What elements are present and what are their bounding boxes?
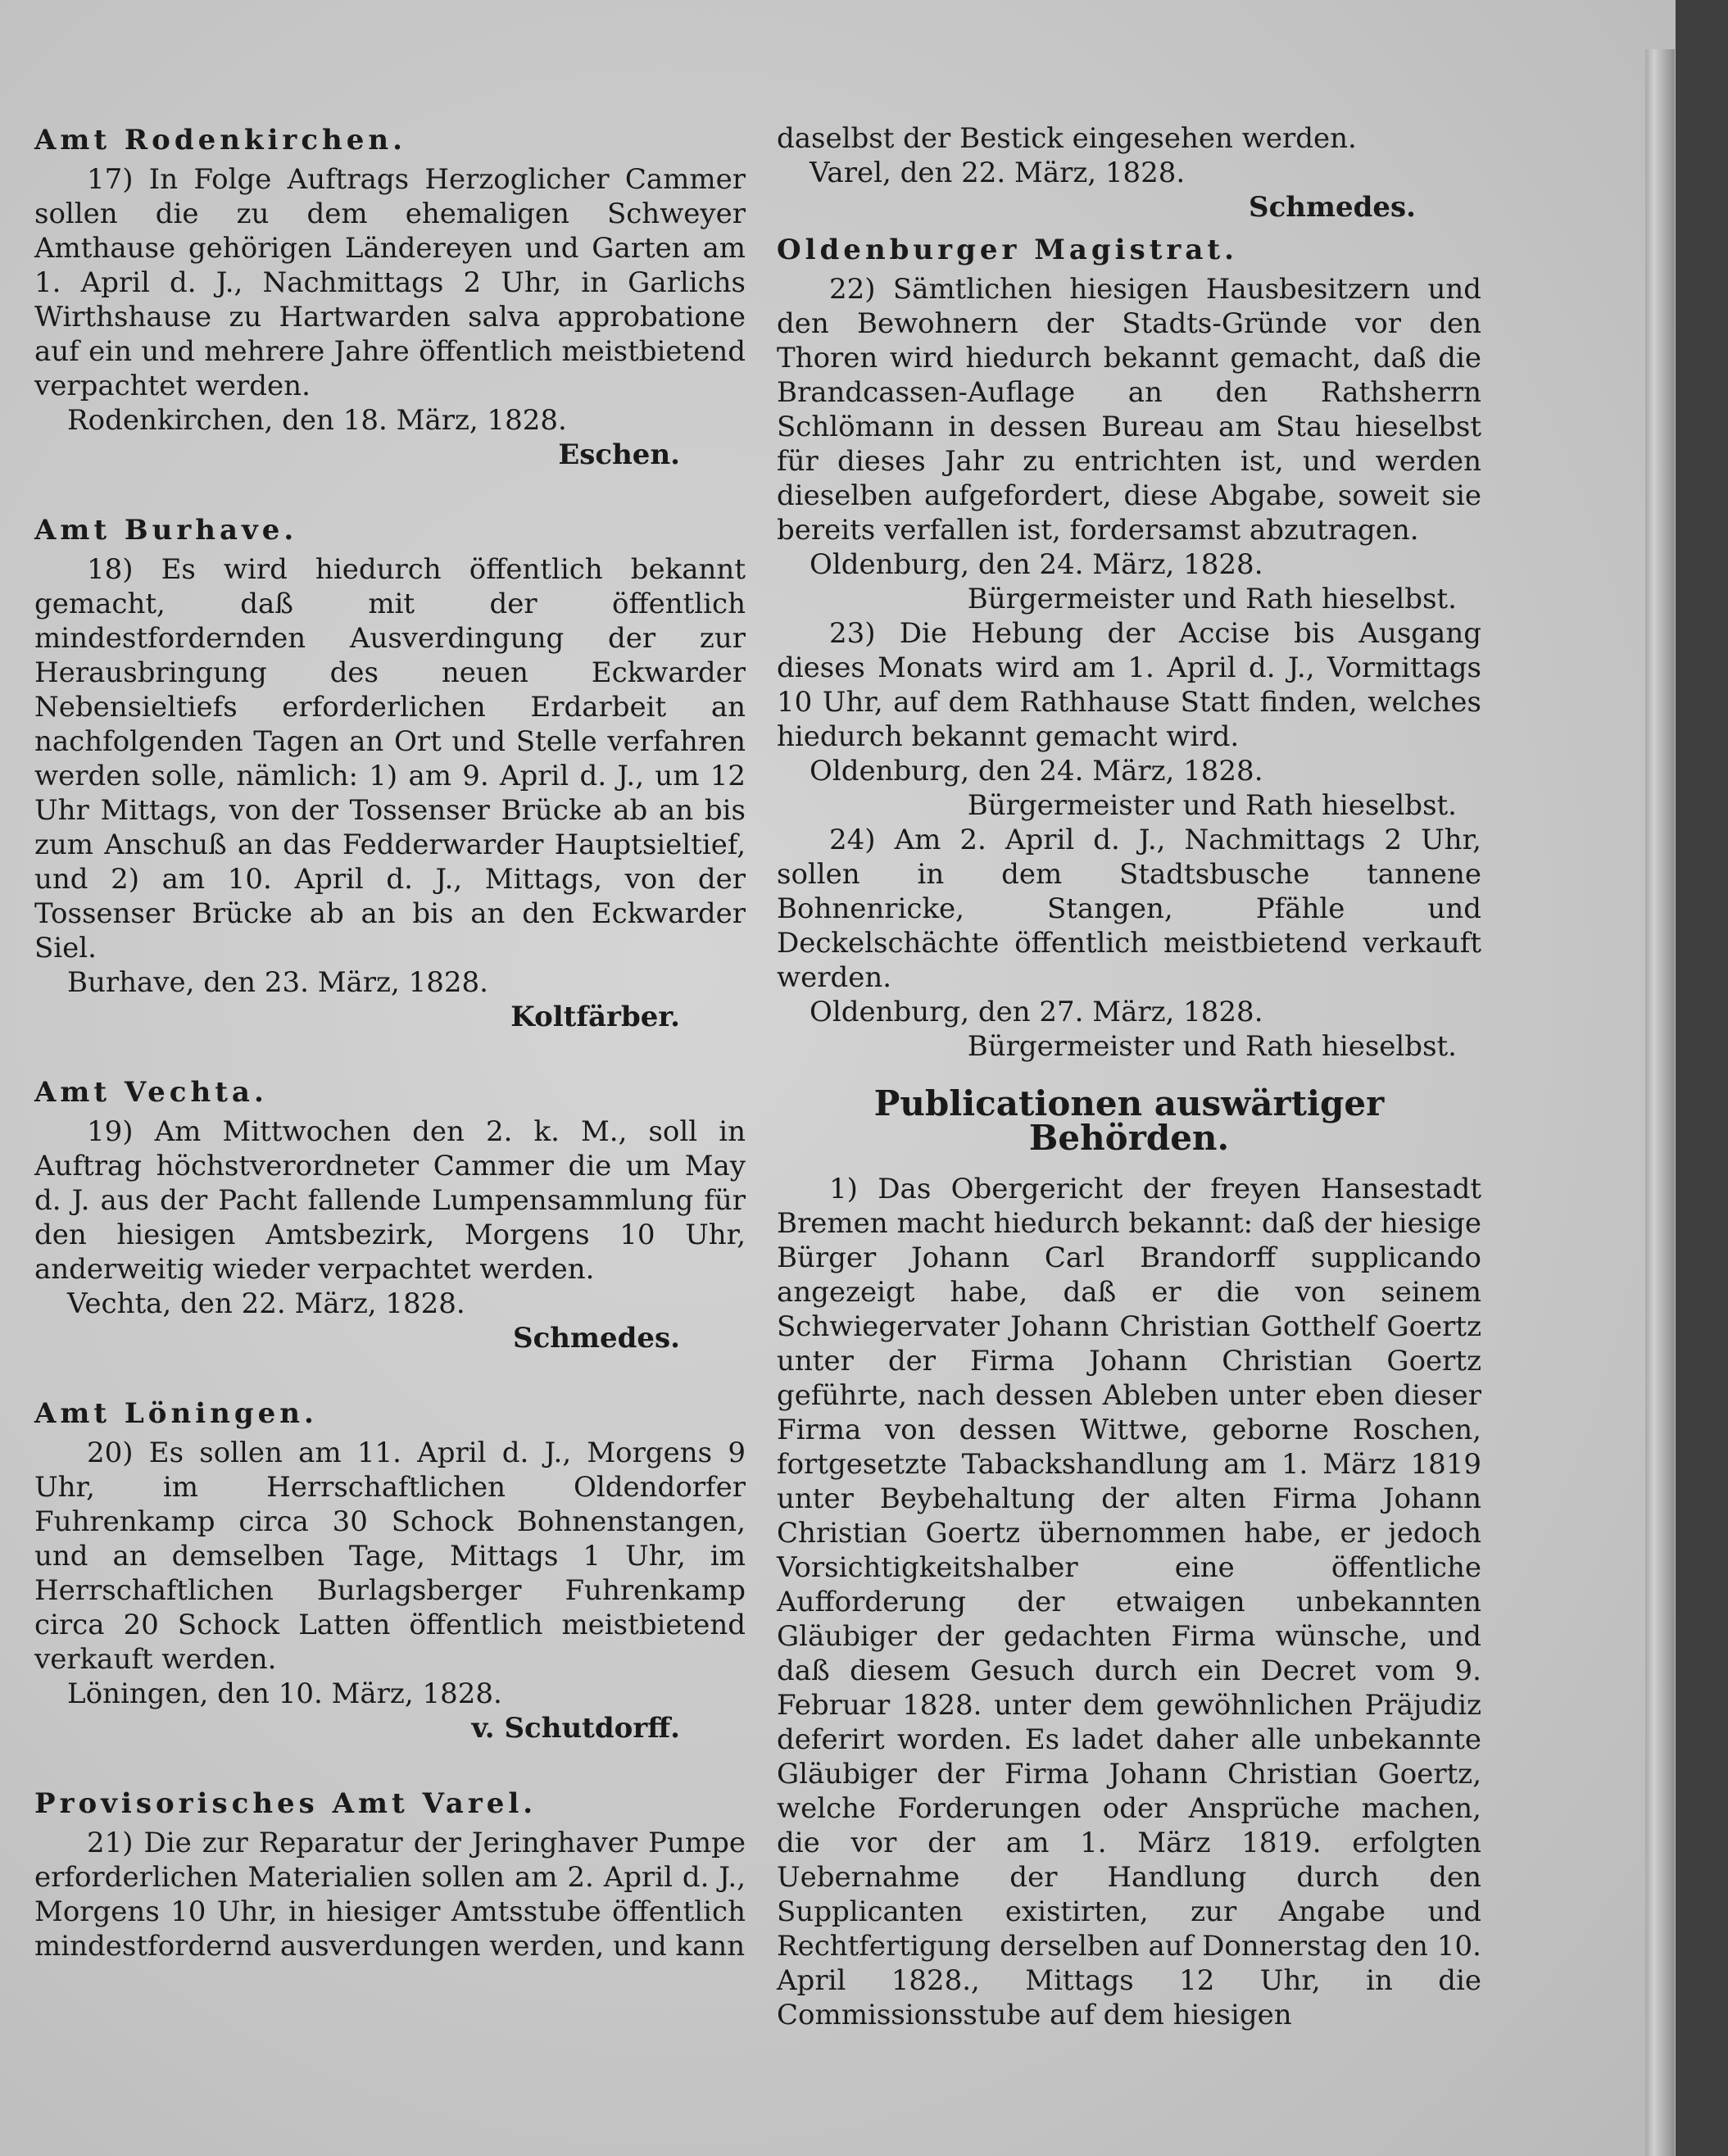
notice-17: 17) In Folge Auftrags Herzoglicher Cammer sollen die zu dem ehemaligen Schweyer Amthause gehörigen Ländereyen und Garten am 1. April d. J., Nachmittags 2 Uhr, in Garlichs Wirthshause zu Hartwarden salva approbatione auf ein und mehrere Jahre öffentlich meistbietend verpachtet werden. bbox=[34, 163, 746, 402]
dateline-vechta: Vechta, den 22. März, 1828. bbox=[67, 1287, 465, 1320]
dateline-varel: Varel, den 22. März, 1828. bbox=[810, 157, 1186, 189]
notice-22: 22) Sämtlichen hiesigen Hausbesitzern und den Bewohnern der Stadts-Gründe vor den Thoren wird hiedurch bekannt gemacht, daß die Brandcassen-Auflage an den Rathsherrn Schlömann in dessen Bureau am Stau hieselbst für dieses Jahr zu entrichten ist, und werden dieselben aufgefordert, diese Abgabe, soweit sie bereits verfallen ist, fordersamst abzutragen. bbox=[777, 273, 1481, 547]
notice-18: 18) Es wird hiedurch öffentlich bekannt gemacht, daß mit der öffentlich mindestfordernden Ausverdingung der zur Herausbringung des neuen Eckwarder Nebensieltiefs erforderlichen Erdarbeit an nachfolgenden Tagen an Ort und Stelle verfahren werden solle, nämlich: 1) am 9. April d. J., um 12 Uhr Mittags, von der Tossenser Brücke ab an bis zum Anschuß an das Fedderwarder Hauptsieltief, und 2) am 10. April d. J., Mittags, von der Tossenser Brücke ab an bis an den Eckwarder Siel. bbox=[34, 553, 746, 965]
signature-schmedes: Schmedes. bbox=[513, 1322, 680, 1355]
dateline-oldenburg-24b: Oldenburg, den 24. März, 1828. bbox=[810, 755, 1263, 788]
right-column bbox=[777, 121, 1481, 2032]
signature-eschen: Eschen. bbox=[558, 438, 680, 471]
page-edge-shadow bbox=[1645, 49, 1675, 2156]
left-column bbox=[34, 115, 746, 1963]
notice-23: 23) Die Hebung der Accise bis Ausgang dieses Monats wird am 1. April d. J., Vormittags 10 Uhr, auf dem Rathhause Statt finden, welches hiedurch bekannt gemacht wird. bbox=[777, 617, 1481, 753]
dateline-burhave: Burhave, den 23. März, 1828. bbox=[67, 966, 488, 999]
section-heading-rodenkirchen: Amt Rodenkirchen. bbox=[34, 124, 406, 157]
notice-20: 20) Es sollen am 11. April d. J., Morgens 9 Uhr, im Herrschaftlichen Oldendorfer Fuhrenkamp circa 30 Schock Bohnenstangen, und an demselben Tage, Mittags 1 Uhr, im Herrschaftlichen Burlagsberger Fuhrenkamp circa 20 Schock Latten öffentlich meistbietend verkauft werden. bbox=[34, 1437, 746, 1676]
signature-koltfaerber: Koltfärber. bbox=[510, 1001, 680, 1033]
publication-1: 1) Das Obergericht der freyen Hansestadt Bremen macht hiedurch bekannt: daß der hiesige Bürger Johann Carl Brandorff supplicando angezeigt habe, daß er die von seinem Schwiegervater Johann Christian Gotthelf Goertz unter der Firma Johann Christian Goertz geführte, nach dessen Ableben unter eben dieser Firma von dessen Wittwe, geborne Roschen, fortgesetzte Tabackshandlung am 1. März 1819 unter Beybehaltung der alten Firma Johann Christian Goertz übernommen habe, er jedoch Vorsichtigkeitshalber eine öffentliche Aufforderung der etwaigen unbekannten Gläubiger der gedachten Firma wünsche, und daß diesem Gesuch durch ein Decret vom 9. Februar 1828. unter dem gewöhnlichen Präjudiz deferirt worden. Es ladet daher alle unbekannte Gläubiger der Firma Johann Christian Goertz, welche Forderungen oder Ansprüche machen, die vor der am 1. März 1819. erfolgten Uebernahme der Handlung durch den Supplicanten existirten, zur Angabe und Rechtfertigung derselben auf Donnerstag den 10. April 1828., Mittags 12 Uhr, in die Commissionsstube auf dem hiesigen bbox=[777, 1173, 1481, 2031]
section-heading-loeningen: Amt Löningen. bbox=[34, 1397, 318, 1430]
notice-24: 24) Am 2. April d. J., Nachmittags 2 Uhr, sollen in dem Stadtsbusche tannene Bohnenricke, Stangen, Pfähle und Deckelschächte öffentlich meistbietend verkauft werden. bbox=[777, 824, 1481, 994]
section-heading-vechta: Amt Vechta. bbox=[34, 1076, 268, 1109]
section-heading-varel: Provisorisches Amt Varel. bbox=[34, 1787, 537, 1820]
dateline-rodenkirchen: Rodenkirchen, den 18. März, 1828. bbox=[67, 404, 567, 437]
heading-publicationen: Publicationen auswärtiger Behörden. bbox=[873, 1083, 1385, 1158]
signature-magistrat-22: Bürgermeister und Rath hieselbst. bbox=[967, 583, 1457, 615]
section-heading-burhave: Amt Burhave. bbox=[34, 514, 298, 547]
dateline-oldenburg-24a: Oldenburg, den 24. März, 1828. bbox=[810, 548, 1263, 581]
notice-19: 19) Am Mittwochen den 2. k. M., soll in Auftrag höchstverordneter Cammer die um May d. J. aus der Pacht fallende Lumpensammlung für den hiesigen Amtsbezirk, Morgens 10 Uhr, anderweitig wieder verpachtet werden. bbox=[34, 1115, 746, 1286]
dateline-loeningen: Löningen, den 10. März, 1828. bbox=[67, 1677, 502, 1710]
signature-schutdorff: v. Schutdorff. bbox=[471, 1712, 680, 1745]
section-heading-oldenburger-magistrat: Oldenburger Magistrat. bbox=[777, 234, 1238, 266]
signature-schmedes-varel: Schmedes. bbox=[1249, 191, 1416, 224]
signature-magistrat-24: Bürgermeister und Rath hieselbst. bbox=[967, 1030, 1457, 1063]
dateline-oldenburg-27: Oldenburg, den 27. März, 1828. bbox=[810, 996, 1263, 1028]
notice-21: 21) Die zur Reparatur der Jeringhaver Pumpe erforderlichen Materialien sollen am 2. April d. J., Morgens 10 Uhr, in hiesiger Amtsstube öffentlich mindestfordernd ausverdungen werden, und kann bbox=[34, 1827, 746, 1963]
notice-21-continued: daselbst der Bestick eingesehen werden. bbox=[777, 122, 1357, 155]
signature-magistrat-23: Bürgermeister und Rath hieselbst. bbox=[967, 789, 1457, 822]
